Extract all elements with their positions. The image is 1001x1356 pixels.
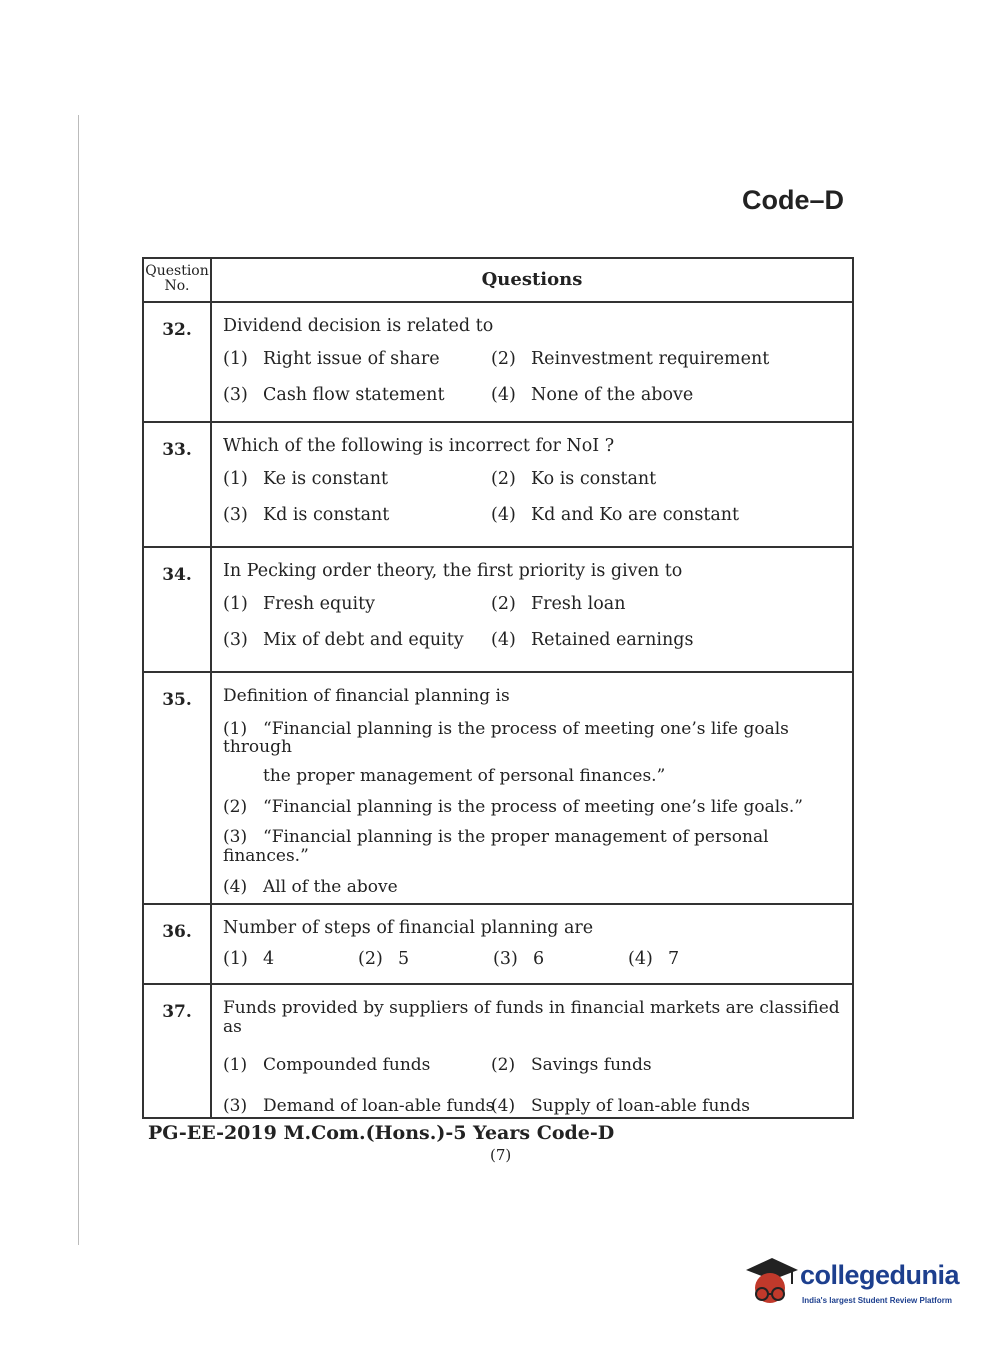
- options-grid: [223, 470, 852, 525]
- brand-name: collegedunia: [800, 1260, 960, 1290]
- footer-title: PG-EE-2019 M.Com.(Hons.)-5 Years Code-D: [148, 1122, 615, 1144]
- option-3: (3) Cash flow statement: [223, 384, 445, 405]
- option-3: (3) 6: [493, 949, 545, 970]
- option-1: (1) 4: [223, 949, 275, 970]
- options-grid: [223, 1056, 852, 1115]
- question-stem: Funds provided by suppliers of funds in financial markets are classified as: [223, 998, 840, 1037]
- option-4: (4) Supply of loan-able funds: [491, 1096, 750, 1117]
- brand-tagline: India's largest Student Review Platform: [802, 1296, 952, 1305]
- question-content: [212, 303, 852, 421]
- options-grid: [223, 350, 852, 405]
- options-list: [223, 720, 852, 897]
- option-1: (1) Compounded funds: [223, 1055, 431, 1076]
- option-4: (4) None of the above: [491, 384, 694, 405]
- question-number: 36.: [144, 905, 212, 983]
- option-1: (1) Right issue of share: [223, 349, 440, 370]
- collegedunia-watermark: [742, 1250, 972, 1310]
- question-number: 35.: [144, 673, 212, 903]
- option-2: (2) Savings funds: [491, 1055, 652, 1076]
- option-4: (4) Retained earnings: [491, 629, 694, 650]
- options-row: [223, 950, 852, 969]
- question-number: 34.: [144, 548, 212, 671]
- option-2: (2) Reinvestment requirement: [491, 349, 770, 370]
- question-row-37: [144, 983, 852, 1117]
- question-number: 32.: [144, 303, 212, 421]
- question-row-33: [144, 421, 852, 546]
- col-header-question-no: Question No.: [144, 259, 212, 301]
- option-3: (3) Kd is constant: [223, 504, 390, 525]
- option-1-continuation: the proper management of personal finances.”: [263, 766, 666, 787]
- question-stem: Dividend decision is related to: [223, 316, 494, 336]
- option-3: (3) Demand of loan-able funds: [223, 1096, 495, 1117]
- question-stem: In Pecking order theory, the first priority is given to: [223, 561, 683, 581]
- question-row-34: [144, 546, 852, 671]
- option-1: (1) Fresh equity: [223, 594, 376, 615]
- option-4: (4) All of the above: [223, 876, 398, 897]
- option-3: (3) Mix of debt and equity: [223, 629, 464, 650]
- question-stem: Number of steps of financial planning are: [223, 918, 594, 938]
- page-number: (7): [490, 1146, 512, 1164]
- question-stem: Which of the following is incorrect for NoI ?: [223, 436, 615, 456]
- question-stem: Definition of financial planning is: [223, 686, 510, 706]
- option-4: (4) Kd and Ko are constant: [491, 504, 740, 525]
- table-header-row: [144, 259, 852, 301]
- option-2: (2) 5: [358, 949, 410, 970]
- option-2: (2) Fresh loan: [491, 594, 626, 615]
- question-row-32: [144, 301, 852, 421]
- question-content: [212, 905, 852, 983]
- question-content: [212, 423, 852, 546]
- option-3: (3) “Financial planning is the proper management of personal finances.”: [223, 827, 769, 867]
- question-content: [212, 673, 852, 903]
- question-number: 37.: [144, 985, 212, 1117]
- questions-table: [142, 257, 854, 1119]
- scan-margin-line: [78, 115, 79, 1245]
- option-1: (1) Ke is constant: [223, 469, 389, 490]
- options-grid: [223, 595, 852, 650]
- paper-code: Code–D: [742, 185, 845, 215]
- option-1: (1) “Financial planning is the process of meeting one’s life goals through the proper management of personal finances.”: [223, 720, 852, 786]
- option-2: (2) “Financial planning is the process of meeting one’s life goals.”: [223, 796, 803, 817]
- option-4: (4) 7: [628, 949, 680, 970]
- question-content: [212, 985, 852, 1117]
- question-row-36: [144, 903, 852, 983]
- question-content: [212, 548, 852, 671]
- mascot-icon: [742, 1250, 800, 1310]
- col-header-questions: Questions: [481, 269, 583, 290]
- option-2: (2) Ko is constant: [491, 469, 657, 490]
- question-number: 33.: [144, 423, 212, 546]
- question-row-35: [144, 671, 852, 903]
